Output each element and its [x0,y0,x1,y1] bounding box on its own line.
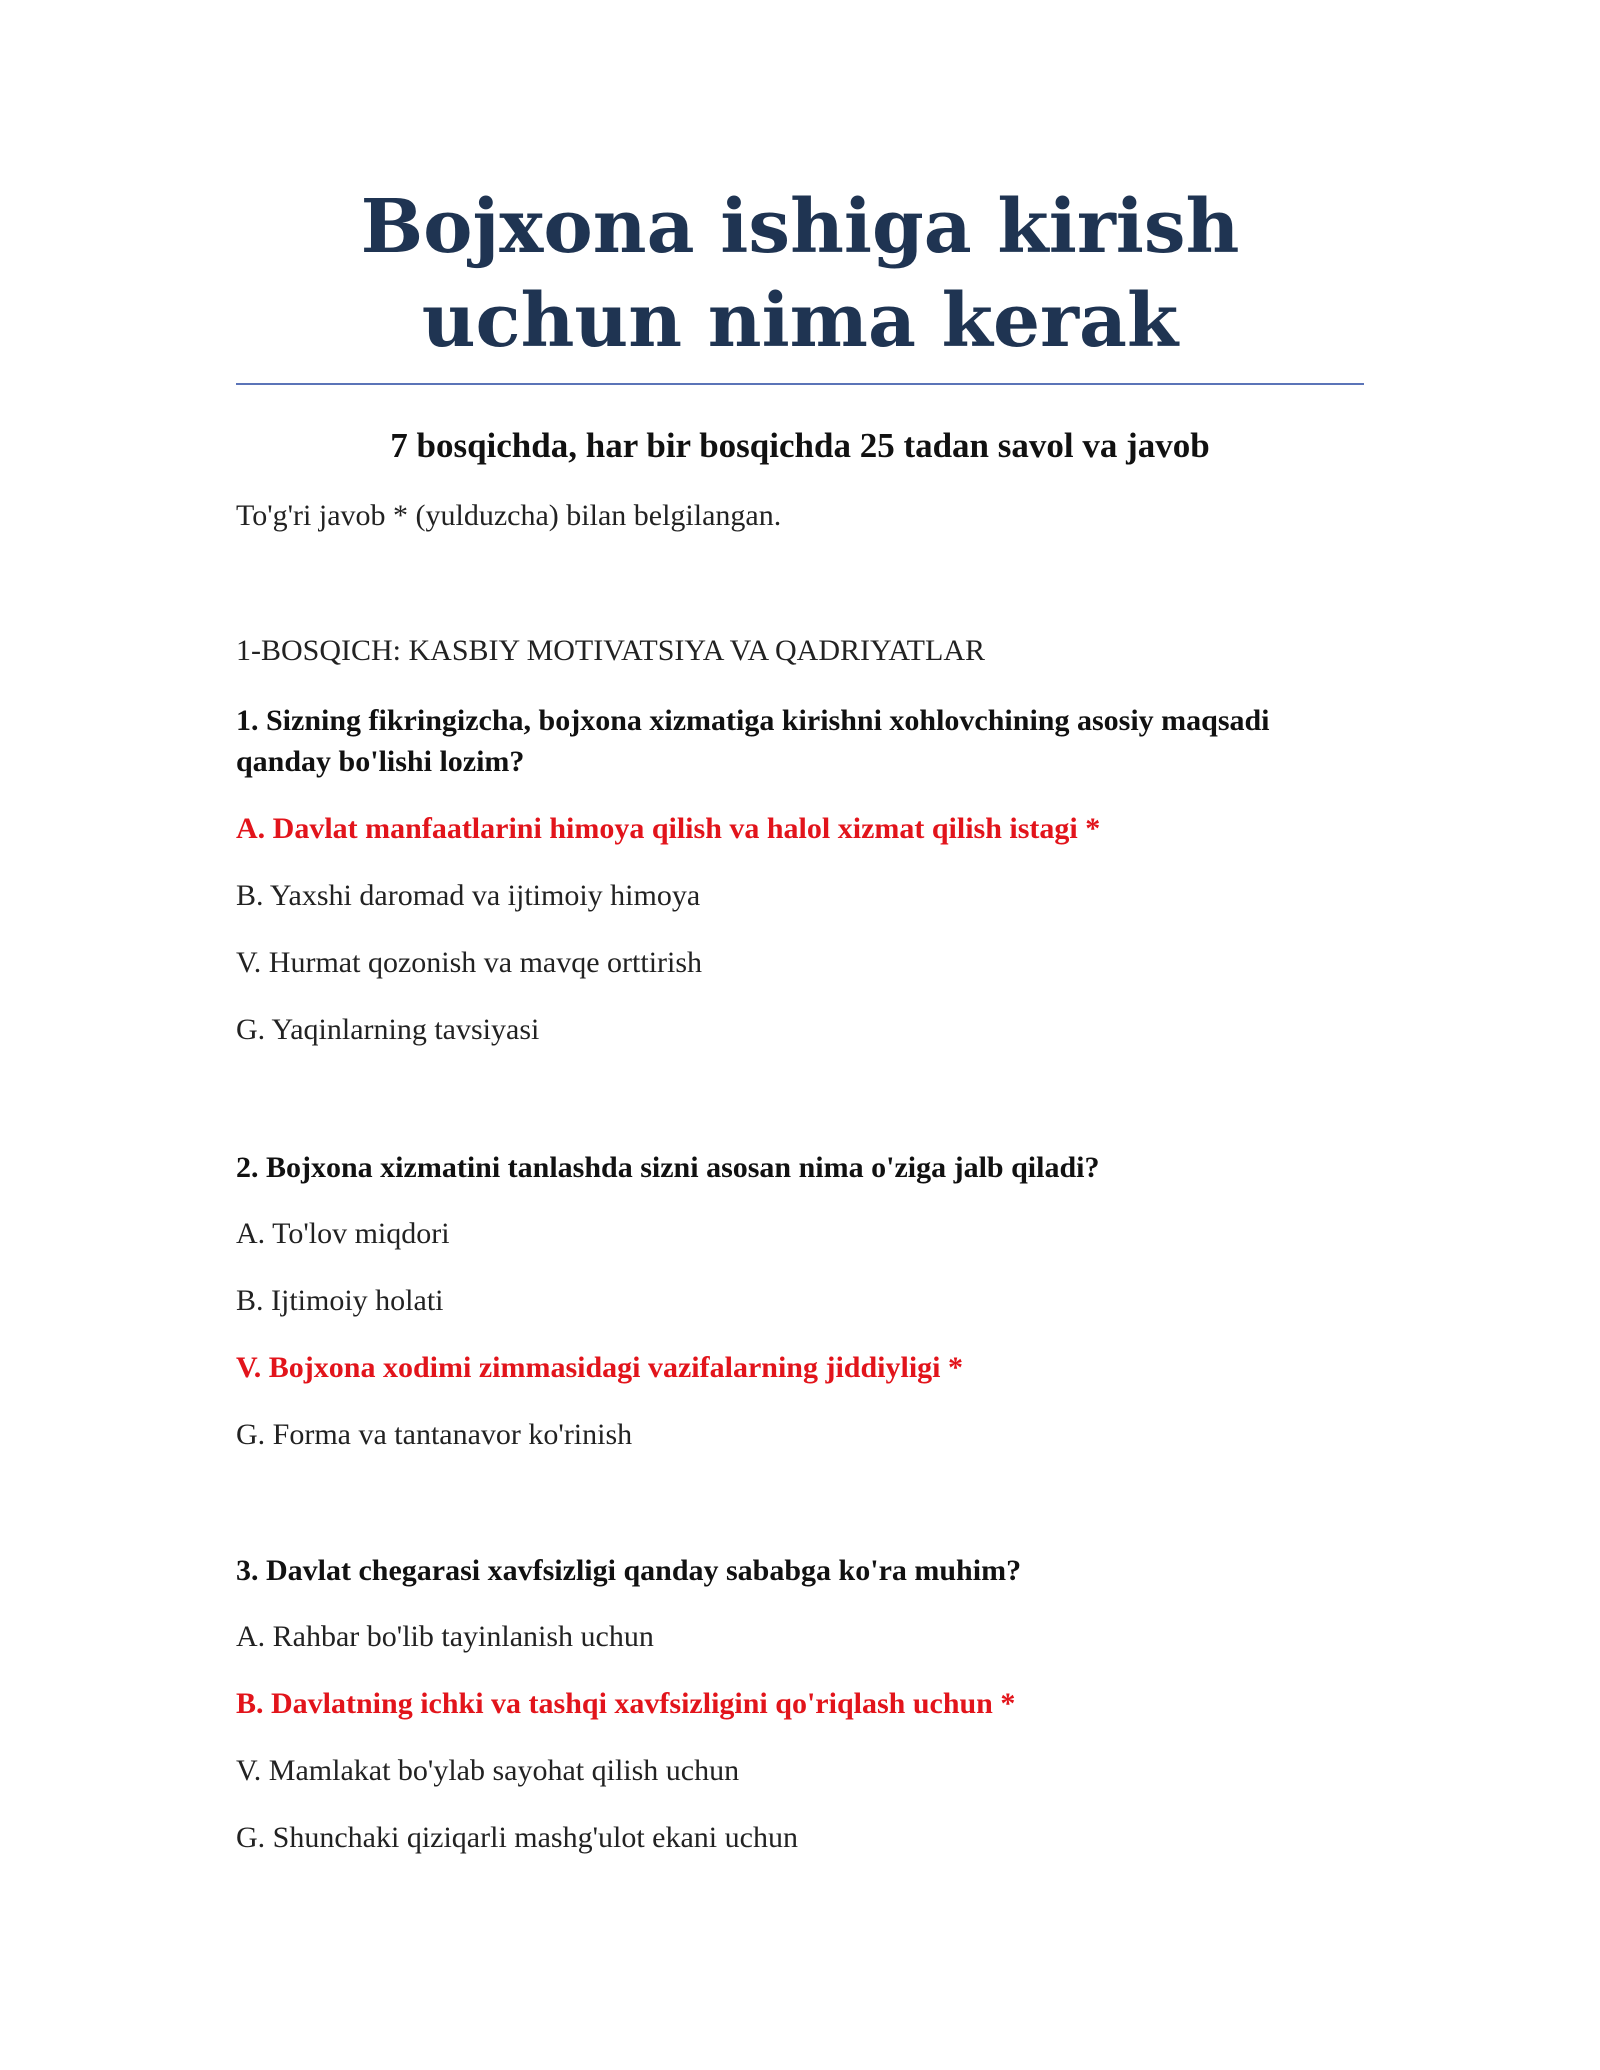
answer-option-g: G. Forma va tantanavor ko'rinish [236,1418,633,1451]
question-text: 2. Bojxona xizmatini tanlashda sizni asosan nima o'ziga jalb qiladi? [236,1151,1100,1184]
answer-option-a: A. To'lov miqdori [236,1217,450,1250]
question-text: 3. Davlat chegarasi xavfsizligi qanday sababga ko'ra muhim? [236,1554,1022,1587]
question-text: 1. Sizning fikringizcha, bojxona xizmatiga kirishni xohlovchining asosiy maqsadi qanday bo'lishi lozim? [236,704,1270,778]
document-subtitle: 7 bosqichda, har bir bosqichda 25 tadan savol va javob [390,426,1210,465]
answer-option-b-correct: B. Davlatning ichki va tashqi xavfsizligini qo'riqlash uchun * [236,1687,1016,1720]
answer-option-v-correct: V. Bojxona xodimi zimmasidagi vazifalarning jiddiyligi * [236,1351,964,1384]
legend-note: To'g'ri javob * (yulduzcha) bilan belgilangan. [236,499,782,532]
question-block-3 [236,1550,1364,1880]
question-block-1 [236,700,1364,1080]
answer-option-b: B. Ijtimoiy holati [236,1284,444,1317]
answer-option-a: A. Rahbar bo'lib tayinlanish uchun [236,1620,654,1653]
answer-option-g: G. Yaqinlarning tavsiyasi [236,1013,540,1046]
answer-option-a-correct: A. Davlat manfaatlarini himoya qilish va halol xizmat qilish istagi * [236,812,1101,845]
page-title: Bojxona ishiga kirish uchun nima kerak [360,184,1240,364]
answer-option-b: B. Yaxshi daromad va ijtimoiy himoya [236,879,701,912]
section-heading: 1-BOSQICH: KASBIY MOTIVATSIYA VA QADRIYATLAR [236,634,985,667]
question-block-2 [236,1147,1364,1477]
answer-option-v: V. Mamlakat bo'ylab sayohat qilish uchun [236,1754,740,1787]
answer-option-g: G. Shunchaki qiziqarli mashg'ulot ekani uchun [236,1821,798,1854]
answer-option-v: V. Hurmat qozonish va mavqe orttirish [236,946,703,979]
title-divider [236,383,1364,385]
